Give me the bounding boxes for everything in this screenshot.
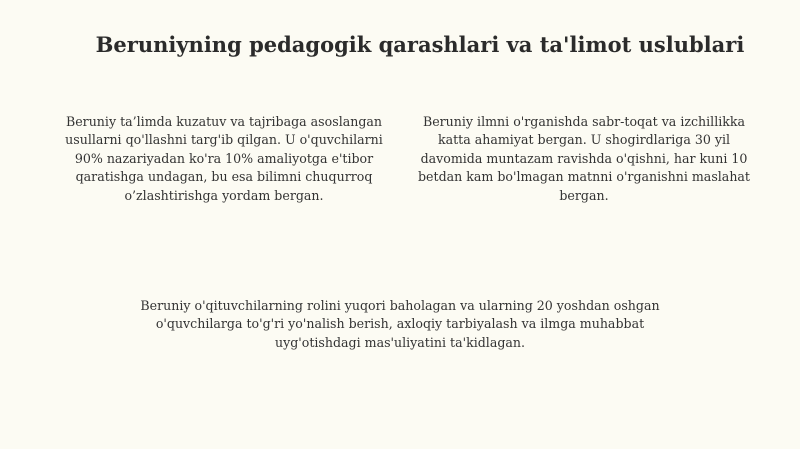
paragraph-bottom: Beruniy o'qituvchilarning rolini yuqori baholagan va ularning 20 yoshdan oshgan o'quvchilarga to'g'ri yo'nalish berish, axloqiy tarbiyalash va ilmga muhabbat uyg'otishdagi mas'uliyatini ta'kidlagan. (140, 298, 660, 350)
paragraph-left: Beruniy ta’limda kuzatuv va tajribaga asoslangan usullarni qo'llashni targ'ib qilgan. U o'quvchilarni 90% nazariyadan ko'ra 10% amaliyotga e'tibor qaratishga undagan, bu esa bilimni chuqurroq o’zlashtirishga yordam bergan. (65, 114, 383, 203)
slide-title: Beruniyning pedagogik qarashlari va ta'limot uslublari (95, 32, 745, 57)
paragraph-right: Beruniy ilmni o'rganishda sabr-toqat va izchillikka katta ahamiyat bergan. U shogirdlariga 30 yil davomida muntazam ravishda o'qishni, har kuni 10 betdan kam bo'lmagan matnni o'rganishni maslahat bergan. (418, 114, 750, 203)
